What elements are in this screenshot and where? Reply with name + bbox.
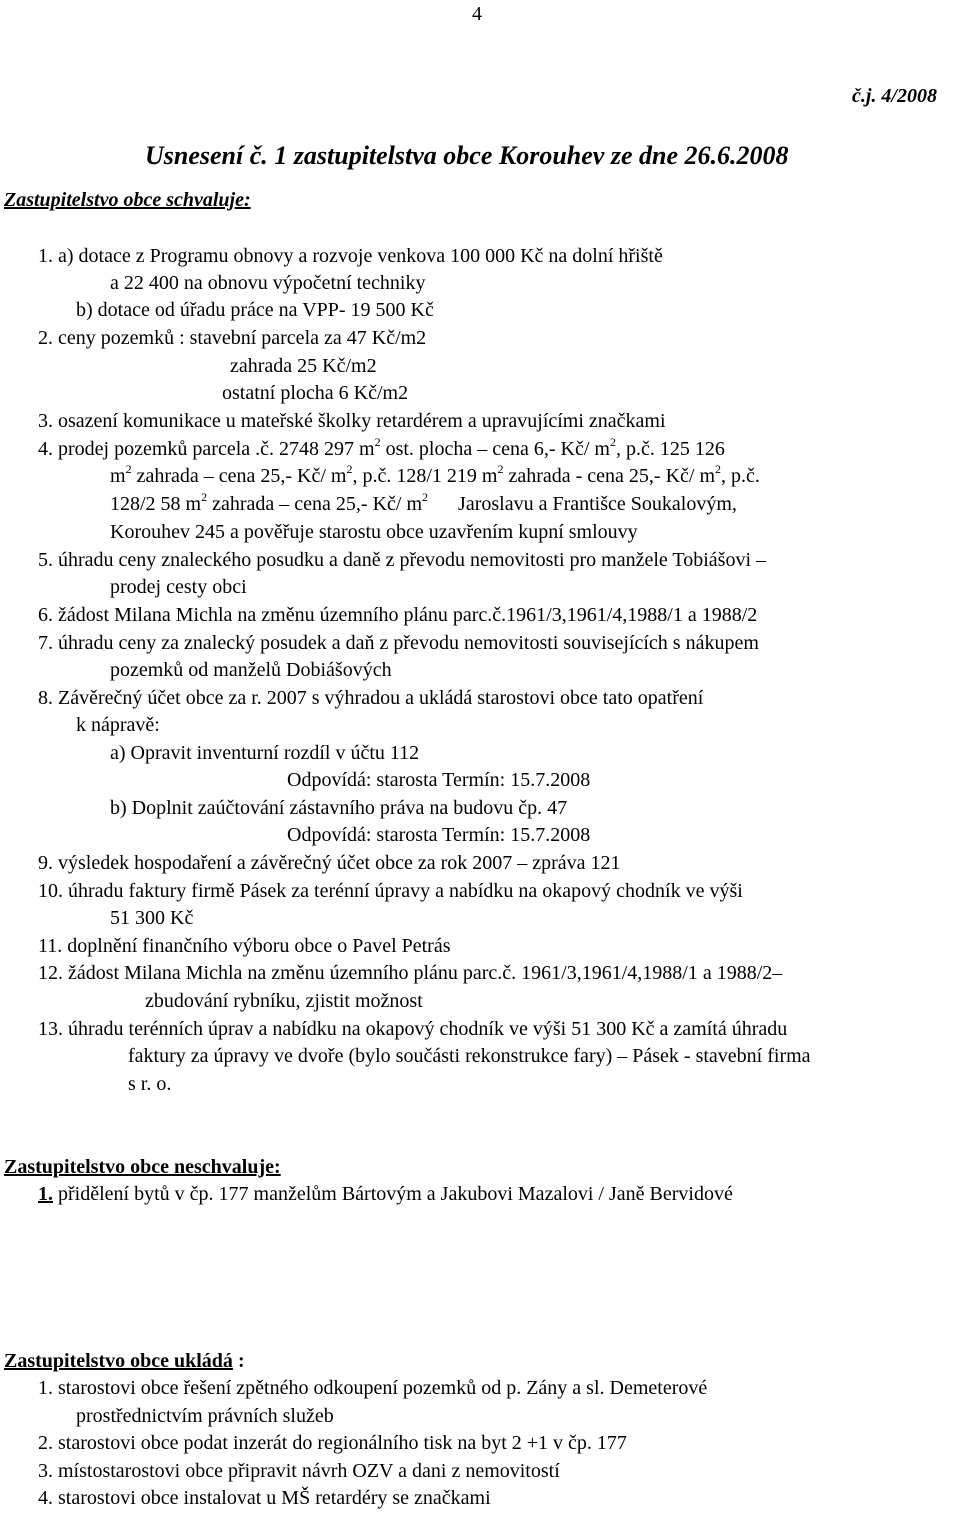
list-item-10-line-1: 10. úhradu faktury firmě Pásek za terénní úpravy a nabídku na okapový chodník ve výši <box>38 880 743 902</box>
section-heading-rejects: Zastupitelstvo obce neschvaluje: <box>4 1156 281 1178</box>
order-item-2: 2. starostovi obce podat inzerát do regionálního tisk na byt 2 +1 v čp. 177 <box>38 1432 627 1454</box>
list-item-8a-responsibility: Odpovídá: starosta Termín: 15.7.2008 <box>287 769 591 791</box>
list-item-6: 6. žádost Milana Michla na změnu územního plánu parc.č.1961/3,1961/4,1988/1 a 1988/2 <box>38 604 758 626</box>
list-item-2-line-2: zahrada 25 Kč/m2 <box>230 355 377 377</box>
list-item-1-line-1: 1. a) dotace z Programu obnovy a rozvoje venkova 100 000 Kč na dolní hřiště <box>38 245 663 267</box>
page-title: Usnesení č. 1 zastupitelstva obce Korouhev ze dne 26.6.2008 <box>145 141 789 170</box>
reject-item-1: 1. přidělení bytů v čp. 177 manželům Bártovým a Jakubovi Mazalovi / Janě Bervidové <box>38 1183 733 1205</box>
order-item-3: 3. místostarostovi obce připravit návrh OZV a dani z nemovitostí <box>38 1460 560 1482</box>
list-item-5-line-1: 5. úhradu ceny znaleckého posudku a daně z převodu nemovitosti pro manžele Tobiášovi – <box>38 549 767 571</box>
list-item-5-line-2: prodej cesty obci <box>110 576 247 598</box>
list-item-2-line-1: 2. ceny pozemků : stavební parcela za 47 Kč/m2 <box>38 327 427 349</box>
list-item-7-line-1: 7. úhradu ceny za znalecký posudek a daň z převodu nemovitosti souvisejících s nákupem <box>38 632 759 654</box>
list-item-13-line-3: s r. o. <box>128 1073 172 1095</box>
list-item-8a: a) Opravit inventurní rozdíl v účtu 112 <box>110 742 420 764</box>
list-item-7-line-2: pozemků od manželů Dobiášových <box>110 659 392 681</box>
list-item-12-line-1: 12. žádost Milana Michla na změnu územního plánu parc.č. 1961/3,1961/4,1988/1 a 1988/2– <box>38 962 783 984</box>
reference-number: č.j. 4/2008 <box>852 85 937 107</box>
list-item-8b: b) Doplnit zaúčtování zástavního práva na budovu čp. 47 <box>110 797 568 819</box>
list-item-1-line-2: a 22 400 na obnovu výpočetní techniky <box>110 272 426 294</box>
order-item-1-line-2: prostřednictvím právních služeb <box>76 1405 334 1427</box>
list-item-4-line-3: 128/2 58 $m^2$ zahrada – cena 25,- Kč/ $m^2$ Jaroslavu a Františce Soukalovým, <box>110 490 737 515</box>
reject-item-number: 1. <box>38 1183 53 1205</box>
list-item-9: 9. výsledek hospodaření a závěrečný účet obce za rok 2007 – zpráva 121 <box>38 852 621 874</box>
section-heading-approves: Zastupitelstvo obce schvaluje: <box>4 189 251 211</box>
list-item-8b-responsibility: Odpovídá: starosta Termín: 15.7.2008 <box>287 824 591 846</box>
order-item-1-line-1: 1. starostovi obce řešení zpětného odkoupení pozemků od p. Zány a sl. Demeterové <box>38 1377 708 1399</box>
list-item-2-line-3: ostatní plocha 6 Kč/m2 <box>222 382 409 404</box>
list-item-13-line-2: faktury za úpravy ve dvoře (bylo součásti rekonstrukce fary) – Pásek - stavební firma <box>128 1045 811 1067</box>
list-item-3: 3. osazení komunikace u mateřské školky retardérem a upravujícími značkami <box>38 410 666 432</box>
list-item-1-line-3: b) dotace od úřadu práce na VPP- 19 500 Kč <box>76 299 434 321</box>
list-item-12-line-2: zbudování rybníku, zjistit možnost <box>145 990 423 1012</box>
list-item-4-line-2: $m^2$ zahrada – cena 25,- Kč/ $m^2$, p.č. 128/1 219 $m^2$ zahrada - cena 25,- Kč/ $m^2$, p.č. <box>110 462 760 487</box>
list-item-8-line-2: k nápravě: <box>76 714 160 736</box>
page-number: 4 <box>472 3 482 25</box>
list-item-13-line-1: 13. úhradu terénních úprav a nabídku na okapový chodník ve výši 51 300 Kč a zamítá úhradu <box>38 1018 788 1040</box>
list-item-4-line-1: 4. prodej pozemků parcela .č. 2748 297 $m^2$ ost. plocha – cena 6,- Kč/ $m^2$, p.č. 125 126 <box>38 435 725 460</box>
list-item-11: 11. doplnění finančního výboru obce o Pavel Petrás <box>38 935 451 957</box>
list-item-4-line-4: Korouhev 245 a pověřuje starostu obce uzavřením kupní smlouvy <box>110 521 638 543</box>
order-item-4: 4. starostovi obce instalovat u MŠ retardéry se značkami <box>38 1487 491 1509</box>
list-item-10-line-2: 51 300 Kč <box>110 907 194 929</box>
list-item-8-line-1: 8. Závěrečný účet obce za r. 2007 s výhradou a ukládá starostovi obce tato opatření <box>38 687 704 709</box>
section-heading-orders: Zastupitelstvo obce ukládá : <box>4 1350 245 1372</box>
